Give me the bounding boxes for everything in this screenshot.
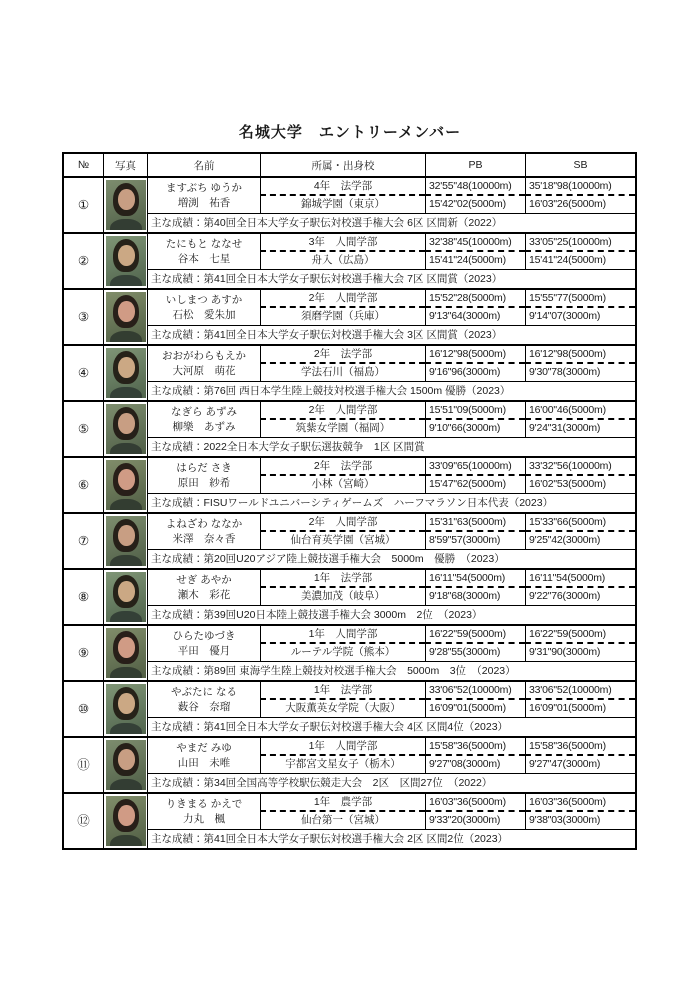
member-year-faculty: 1年 法学部 [260, 682, 425, 700]
member-pb-secondary: 9'33"20(3000m) [425, 812, 525, 830]
member-photo [106, 796, 146, 846]
member-name-kanji: 谷本 七星 [177, 252, 231, 265]
member-photo-cell [103, 234, 147, 288]
avatar-face [118, 413, 135, 434]
member-number: ⑤ [77, 421, 90, 436]
member-name-kanji: 米澤 奈々香 [172, 532, 236, 545]
member-name-cell [147, 514, 260, 550]
member-origin-school: 学法石川（福島） [260, 364, 425, 382]
member-number: ② [77, 253, 90, 268]
member-photo-cell [103, 626, 147, 680]
member-name-kanji: 石松 愛朱加 [172, 308, 236, 321]
member-sb-secondary: 9'38"03(3000m) [525, 812, 635, 830]
member-name-cell [147, 794, 260, 830]
member-photo-cell [103, 346, 147, 400]
member-sb-secondary: 9'27"47(3000m) [525, 756, 635, 774]
member-main-results: 主な成績：第41回全日本大学女子駅伝対校選手権大会 7区 区間賞（2023） [147, 270, 635, 288]
member-origin-school: 大阪薫英女学院（大阪） [260, 700, 425, 718]
member-name-kanji: 山田 未唯 [177, 756, 231, 769]
member-pb-primary: 33'06"52(10000m) [425, 682, 525, 700]
member-photo [106, 348, 146, 398]
member-photo-cell [103, 402, 147, 456]
member-year-faculty: 2年 人間学部 [260, 402, 425, 420]
member-main-results: 主な成績：第41回全日本大学女子駅伝対校選手権大会 4区 区間4位（2023） [147, 718, 635, 736]
member-year-faculty: 1年 人間学部 [260, 626, 425, 644]
member-photo [106, 740, 146, 790]
header-sb: SB [525, 154, 635, 176]
member-main-results: 主な成績：第40回全日本大学女子駅伝対校選手権大会 6区 区間新（2022） [147, 214, 635, 232]
member-row [64, 346, 635, 402]
member-name-kanji: 原田 紗希 [177, 476, 231, 489]
header-pb: PB [425, 154, 525, 176]
member-pb-secondary: 15'47"62(5000m) [425, 476, 525, 494]
member-origin-school: 美濃加茂（岐阜） [260, 588, 425, 606]
member-sb-primary: 16'12"98(5000m) [525, 346, 635, 364]
header-name: 名前 [147, 154, 260, 176]
member-name-kana: たにもと ななせ [165, 237, 243, 250]
member-sb-primary: 16'00"46(5000m) [525, 402, 635, 420]
member-sb-secondary: 9'31"90(3000m) [525, 644, 635, 662]
member-pb-secondary: 9'13"64(3000m) [425, 308, 525, 326]
member-row [64, 402, 635, 458]
member-photo-cell [103, 682, 147, 736]
member-photo [106, 180, 146, 230]
member-origin-school: 須磨学園（兵庫） [260, 308, 425, 326]
table-header-row [64, 154, 635, 178]
member-name-kana: ひらたゆづき [172, 629, 236, 642]
member-year-faculty: 1年 農学部 [260, 794, 425, 812]
member-number: ⑦ [77, 533, 90, 548]
member-sb-secondary: 9'24"31(3000m) [525, 420, 635, 438]
member-year-faculty: 1年 人間学部 [260, 738, 425, 756]
member-photo [106, 292, 146, 342]
avatar-torso [110, 611, 142, 622]
member-origin-school: 筑紫女学園（福岡） [260, 420, 425, 438]
member-name-kanji: 力丸 楓 [183, 812, 225, 825]
member-name-kana: ますぶち ゆうか [166, 181, 242, 194]
member-name-cell [147, 570, 260, 606]
member-row [64, 514, 635, 570]
member-year-faculty: 3年 人間学部 [260, 234, 425, 252]
member-name-kanji: 増渕 祐香 [177, 196, 231, 209]
member-name-kana: いしまつ あすか [165, 293, 243, 306]
member-row [64, 738, 635, 794]
member-photo-cell [103, 570, 147, 624]
member-sb-secondary: 9'25"42(3000m) [525, 532, 635, 550]
member-row [64, 458, 635, 514]
member-main-results: 主な成績：FISUワールドユニバーシティゲームズ ハーフマラソン日本代表（2023） [147, 494, 635, 512]
member-row [64, 794, 635, 848]
member-name-cell [147, 402, 260, 438]
member-pb-primary: 15'31"63(5000m) [425, 514, 525, 532]
member-number: ⑪ [77, 757, 90, 772]
member-pb-primary: 16'03"36(5000m) [425, 794, 525, 812]
avatar-torso [110, 219, 142, 230]
member-photo [106, 572, 146, 622]
member-name-kana: はらだ さき [176, 461, 232, 474]
avatar-face [118, 805, 135, 826]
member-photo [106, 236, 146, 286]
member-name-cell [147, 458, 260, 494]
member-name-kana: やまだ みゆ [176, 741, 232, 754]
member-photo-cell [103, 458, 147, 512]
member-pb-primary: 32'55"48(10000m) [425, 178, 525, 196]
member-name-kanji: 大河原 萌花 [172, 364, 236, 377]
member-main-results: 主な成績：第89回 東海学生陸上競技対校選手権大会 5000m 3位 （2023） [147, 662, 635, 680]
avatar-face [118, 637, 135, 658]
member-main-results: 主な成績：2022全日本大学女子駅伝選抜競争 1区 区間賞 [147, 438, 635, 456]
member-name-kanji: 平田 優月 [177, 644, 231, 657]
member-sb-secondary: 9'14"07(3000m) [525, 308, 635, 326]
avatar-torso [110, 835, 142, 846]
member-sb-primary: 33'06"52(10000m) [525, 682, 635, 700]
member-pb-secondary: 8'59"57(3000m) [425, 532, 525, 550]
member-main-results: 主な成績：第20回U20アジア陸上競技選手権大会 5000m 優勝 （2023） [147, 550, 635, 568]
member-main-results: 主な成績：第34回全国高等学校駅伝競走大会 2区 区間27位 （2022） [147, 774, 635, 792]
avatar-torso [110, 443, 142, 454]
member-name-kana: やぶたに なる [171, 685, 237, 698]
member-sb-primary: 16'03"36(5000m) [525, 794, 635, 812]
avatar-torso [110, 723, 142, 734]
member-year-faculty: 1年 法学部 [260, 570, 425, 588]
member-row [64, 178, 635, 234]
avatar-torso [110, 555, 142, 566]
avatar-torso [110, 779, 142, 790]
member-pb-primary: 15'51"09(5000m) [425, 402, 525, 420]
member-main-results: 主な成績：第41回全日本大学女子駅伝対校選手権大会 3区 区間賞（2023） [147, 326, 635, 344]
member-sb-primary: 15'33"66(5000m) [525, 514, 635, 532]
avatar-face [118, 245, 135, 266]
member-name-cell [147, 738, 260, 774]
member-sb-primary: 35'18"98(10000m) [525, 178, 635, 196]
avatar-torso [110, 275, 142, 286]
member-number: ③ [77, 309, 90, 324]
member-main-results: 主な成績：第41回全日本大学女子駅伝対校選手権大会 2区 区間2位（2023） [147, 830, 635, 848]
member-origin-school: ルーテル学院（熊本） [260, 644, 425, 662]
member-sb-primary: 16'11"54(5000m) [525, 570, 635, 588]
member-photo [106, 460, 146, 510]
member-origin-school: 舟入（広島） [260, 252, 425, 270]
avatar-torso [110, 387, 142, 398]
member-sb-primary: 16'22"59(5000m) [525, 626, 635, 644]
member-number: ⑥ [77, 477, 90, 492]
avatar-face [118, 693, 135, 714]
member-sb-secondary: 16'09"01(5000m) [525, 700, 635, 718]
member-photo-cell [103, 738, 147, 792]
avatar-face [118, 525, 135, 546]
member-number: ⑫ [77, 813, 90, 828]
member-origin-school: 仙台育英学園（宮城） [260, 532, 425, 550]
member-pb-secondary: 9'18"68(3000m) [425, 588, 525, 606]
member-sb-primary: 33'32"56(10000m) [525, 458, 635, 476]
member-number: ① [77, 197, 90, 212]
member-pb-primary: 33'09"65(10000m) [425, 458, 525, 476]
member-pb-primary: 16'11"54(5000m) [425, 570, 525, 588]
member-name-cell [147, 178, 260, 214]
avatar-face [118, 749, 135, 770]
member-pb-primary: 16'12"98(5000m) [425, 346, 525, 364]
member-name-kana: なぎら あずみ [171, 405, 237, 418]
member-pb-secondary: 15'42"02(5000m) [425, 196, 525, 214]
member-sb-secondary: 15'41"24(5000m) [525, 252, 635, 270]
member-main-results: 主な成績：第39回U20日本陸上競技選手権大会 3000m 2位 （2023） [147, 606, 635, 624]
avatar-face [118, 469, 135, 490]
member-row [64, 290, 635, 346]
member-number: ⑩ [77, 701, 90, 716]
member-pb-primary: 15'58"36(5000m) [425, 738, 525, 756]
member-sb-primary: 15'55"77(5000m) [525, 290, 635, 308]
member-photo-cell [103, 514, 147, 568]
member-name-kanji: 瀬木 彩花 [177, 588, 231, 601]
header-no: № [77, 159, 90, 171]
member-pb-secondary: 9'27"08(3000m) [425, 756, 525, 774]
member-name-cell [147, 346, 260, 382]
avatar-face [118, 189, 135, 210]
member-name-cell [147, 626, 260, 662]
member-number: ④ [77, 365, 90, 380]
member-photo [106, 684, 146, 734]
member-name-kana: りきまる かえで [165, 797, 243, 810]
member-row [64, 626, 635, 682]
header-affiliation: 所属・出身校 [260, 154, 425, 176]
member-sb-primary: 33'05"25(10000m) [525, 234, 635, 252]
member-photo [106, 516, 146, 566]
member-photo-cell [103, 178, 147, 232]
member-number: ⑧ [77, 589, 90, 604]
member-sb-secondary: 9'30"78(3000m) [525, 364, 635, 382]
member-name-kana: よねざわ ななか [165, 517, 243, 530]
avatar-face [118, 301, 135, 322]
member-pb-primary: 16'22"59(5000m) [425, 626, 525, 644]
member-sb-secondary: 16'02"53(5000m) [525, 476, 635, 494]
member-pb-secondary: 9'28"55(3000m) [425, 644, 525, 662]
member-pb-secondary: 9'16"96(3000m) [425, 364, 525, 382]
member-number: ⑨ [77, 645, 90, 660]
member-year-faculty: 4年 法学部 [260, 178, 425, 196]
member-name-cell [147, 290, 260, 326]
member-name-kana: せぎ あやか [176, 573, 232, 586]
member-pb-secondary: 16'09"01(5000m) [425, 700, 525, 718]
member-row [64, 234, 635, 290]
member-photo [106, 404, 146, 454]
member-pb-secondary: 9'10"66(3000m) [425, 420, 525, 438]
member-row [64, 570, 635, 626]
member-pb-secondary: 15'41"24(5000m) [425, 252, 525, 270]
member-name-kana: おおがわらもえか [162, 349, 246, 362]
member-year-faculty: 2年 法学部 [260, 458, 425, 476]
avatar-face [118, 581, 135, 602]
avatar-face [118, 357, 135, 378]
avatar-torso [110, 331, 142, 342]
avatar-torso [110, 499, 142, 510]
entry-members-table [62, 152, 637, 850]
table-body [64, 178, 635, 848]
member-pb-primary: 15'52"28(5000m) [425, 290, 525, 308]
member-name-cell [147, 682, 260, 718]
member-photo-cell [103, 290, 147, 344]
member-year-faculty: 2年 人間学部 [260, 514, 425, 532]
member-year-faculty: 2年 人間学部 [260, 290, 425, 308]
avatar-torso [110, 667, 142, 678]
member-origin-school: 宇都宮文星女子（栃木） [260, 756, 425, 774]
member-origin-school: 錦城学園（東京） [260, 196, 425, 214]
member-name-cell [147, 234, 260, 270]
member-origin-school: 小林（宮崎） [260, 476, 425, 494]
member-name-kanji: 薮谷 奈瑠 [177, 700, 231, 713]
member-photo [106, 628, 146, 678]
header-photo: 写真 [103, 154, 147, 176]
member-sb-primary: 15'58"36(5000m) [525, 738, 635, 756]
member-year-faculty: 2年 法学部 [260, 346, 425, 364]
member-row [64, 682, 635, 738]
member-main-results: 主な成績：第76回 西日本学生陸上競技対校選手権大会 1500m 優勝（2023） [147, 382, 635, 400]
member-pb-primary: 32'38"45(10000m) [425, 234, 525, 252]
member-photo-cell [103, 794, 147, 848]
member-sb-secondary: 16'03"26(5000m) [525, 196, 635, 214]
page-title: 名城大学 エントリーメンバー [238, 124, 462, 141]
member-name-kanji: 柳樂 あずみ [172, 420, 236, 433]
member-origin-school: 仙台第一（宮城） [260, 812, 425, 830]
member-sb-secondary: 9'22"76(3000m) [525, 588, 635, 606]
